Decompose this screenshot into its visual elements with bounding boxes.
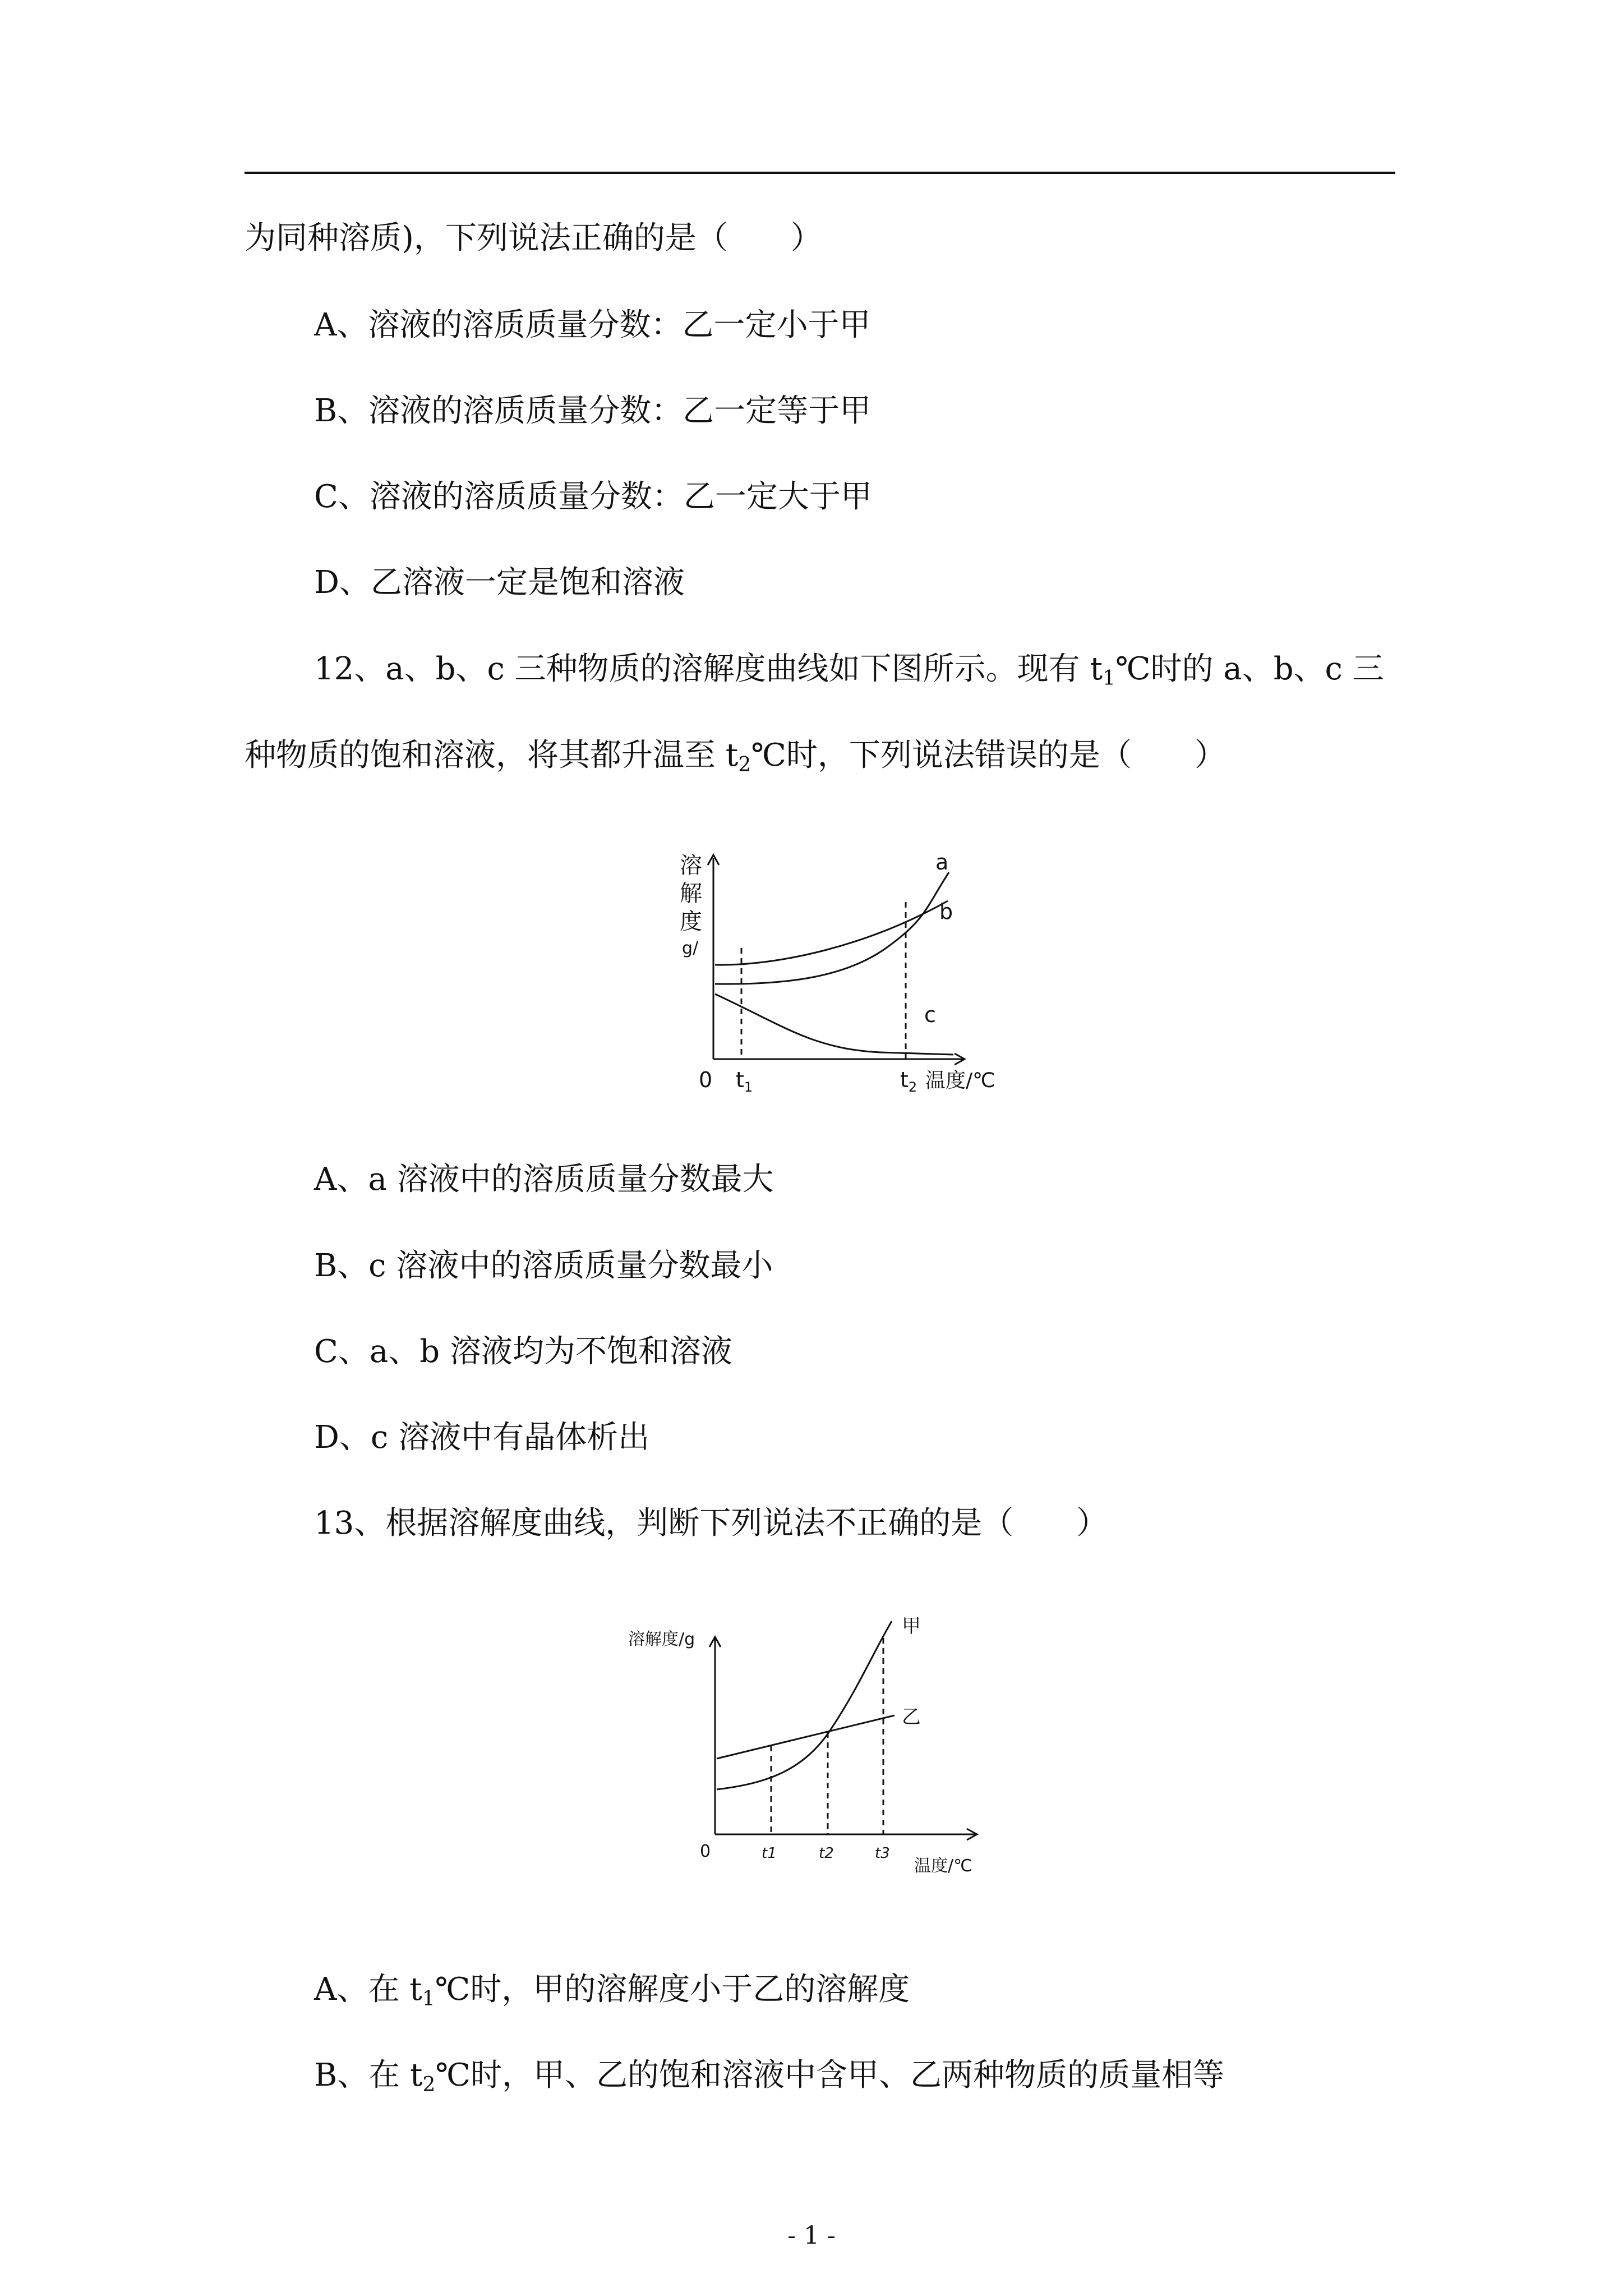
q12-stem-line2: 种物质的饱和溶液，将其都升温至 $t_2℃$时，下列说法错误的是（ ）: [245, 737, 1226, 776]
q12-option-a: A、a 溶液中的溶质质量分数最大: [314, 1161, 774, 1198]
q11-option-d: D、乙溶液一定是饱和溶液: [314, 564, 685, 601]
q12-ylabel-1: 溶: [680, 853, 702, 878]
q13-xlabel: 温度/℃: [914, 1856, 972, 1876]
q13-label-yi: 乙: [902, 1706, 921, 1728]
q13-tick-t1: t1: [762, 1845, 777, 1862]
q12-solubility-figure: [645, 847, 995, 1105]
page-number: - 1 -: [787, 2221, 836, 2250]
q12-option-c: C、a、b 溶液均为不饱和溶液: [314, 1333, 732, 1370]
q13-option-b: B、在 $t_2℃$时，甲、乙的饱和溶液中含甲、乙两种物质的质量相等: [314, 2057, 1225, 2096]
q12-stem-line1: 12、a、b、c 三种物质的溶解度曲线如下图所示。现有 $t_1℃$时的 a、b、c 三: [314, 651, 1384, 690]
q12-curve-c: [715, 994, 953, 1055]
q11-option-c: C、溶液的溶质质量分数：乙一定大于甲: [314, 478, 872, 515]
q13-tick-t2: t2: [819, 1845, 834, 1862]
q12-curve-b: [715, 901, 948, 965]
q12-ylabel-3: 度: [680, 909, 702, 935]
q12-option-d: D、c 溶液中有晶体析出: [314, 1419, 650, 1456]
q12-tick-t1: $t_1$: [736, 1068, 753, 1095]
q13-curve-yi: [717, 1715, 895, 1759]
q12-curve-a: [715, 872, 949, 984]
q12-label-c: c: [924, 1002, 936, 1027]
q11-stem-tail: 为同种溶质)，下列说法正确的是（ ）: [245, 220, 822, 256]
q13-option-a: A、在 $t_1℃$时，甲的溶解度小于乙的溶解度: [314, 1971, 910, 2010]
q13-solubility-figure: [617, 1604, 998, 1896]
q13-stem: 13、根据溶解度曲线，判断下列说法不正确的是（ ）: [314, 1505, 1108, 1542]
q13-label-jia: 甲: [902, 1615, 921, 1637]
q13-tick-t3: t3: [875, 1845, 890, 1862]
q13-curve-jia: [717, 1621, 892, 1789]
q12-ylabel-2: 解: [680, 881, 702, 907]
q11-option-a: A、溶液的溶质质量分数：乙一定小于甲: [314, 307, 871, 343]
q12-tick-t2: $t_2$: [900, 1068, 917, 1095]
q11-option-b: B、溶液的溶质质量分数：乙一定等于甲: [314, 393, 872, 429]
q12-xlabel: 温度/℃: [925, 1069, 995, 1092]
q12-ylabel-unit: g/: [682, 938, 699, 958]
q12-label-a: a: [935, 850, 949, 875]
q12-option-b: B、c 溶液中的溶质质量分数最小: [314, 1248, 773, 1284]
q13-origin: 0: [700, 1842, 711, 1861]
q13-ylabel: 溶解度/g: [628, 1630, 695, 1649]
q12-origin: 0: [699, 1068, 713, 1092]
header-rule: [245, 172, 1395, 174]
q12-label-b: b: [939, 899, 953, 924]
